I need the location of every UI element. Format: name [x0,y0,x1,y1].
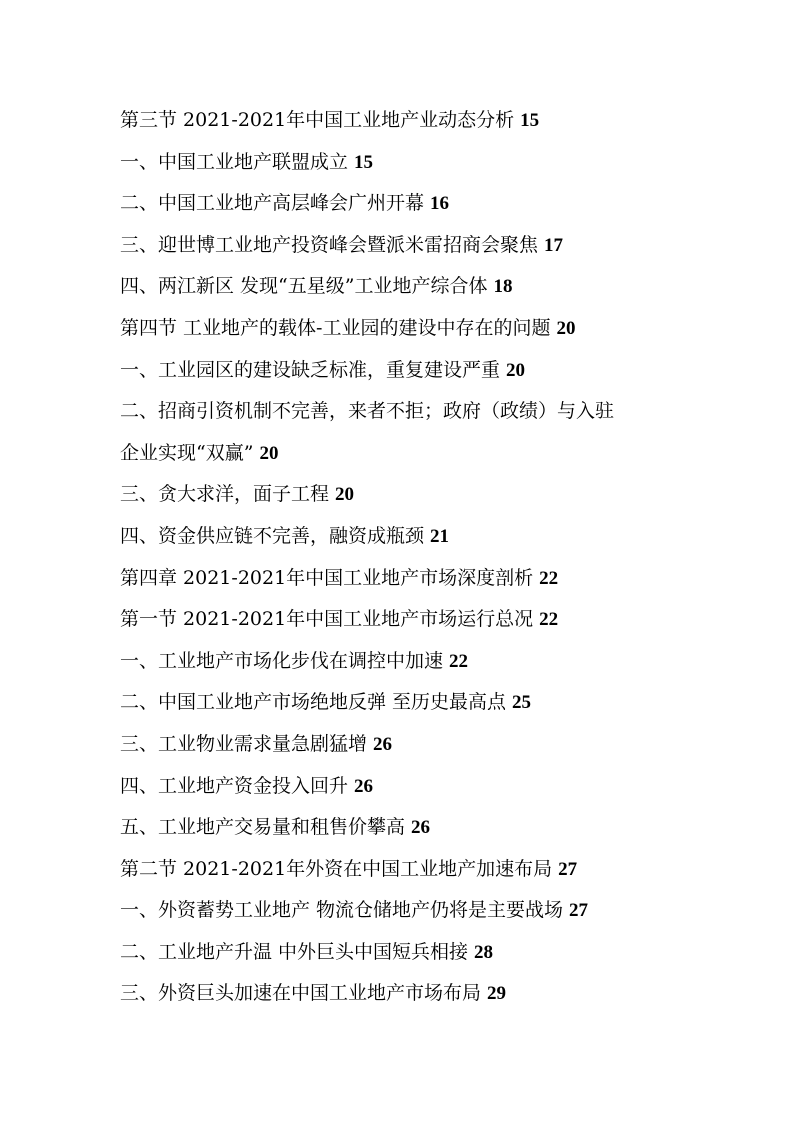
toc-page-number: 20 [506,359,526,381]
toc-entry-text: 第四章 2021-2021年中国工业地产市场深度剖析 [120,566,534,589]
toc-entry-text: 第二节 2021-2021年外资在中国工业地产加速布局 [120,857,553,880]
toc-page-number: 15 [520,110,540,131]
toc-entry-text: 三、迎世博工业地产投资峰会暨派米雷招商会聚焦 [120,233,539,256]
toc-line [120,516,720,558]
toc-entry-text: 三、外资巨头加速在中国工业地产市场布局 [120,982,482,1005]
toc-line [120,641,720,683]
toc-line [120,183,720,225]
toc-entry-text: 四、工业地产资金投入回升 [120,774,349,797]
toc-page-number: 26 [373,733,393,755]
toc-line [120,890,720,932]
toc-page-number: 20 [335,484,355,506]
toc-entry-text: 一、中国工业地产联盟成立 [120,150,349,173]
toc-page-number: 22 [539,609,559,631]
toc-entry-text: 二、工业地产升温 中外巨头中国短兵相接 [120,940,469,963]
toc-page-number: 18 [493,276,513,298]
toc-page-number: 27 [569,900,589,922]
table-of-contents [120,100,720,1015]
toc-line [120,558,720,600]
toc-line [120,350,720,392]
toc-page-number: 29 [487,983,507,1005]
toc-entry-text: 一、工业地产市场化步伐在调控中加速 [120,649,444,672]
toc-page-number: 22 [539,567,559,589]
toc-line [120,599,720,641]
toc-entry-text: 一、工业园区的建设缺乏标准，重复建设严重 [120,358,501,381]
toc-entry-text: 第三节 2021-2021年中国工业地产业动态分析 [120,109,515,131]
toc-line [120,766,720,808]
toc-page-number: 20 [556,317,576,339]
toc-entry-text: 三、工业物业需求量急剧猛增 [120,732,368,755]
toc-line [120,973,720,1015]
toc-page-number: 21 [430,525,450,547]
toc-entry-text: 二、中国工业地产市场绝地反弹 至历史最高点 [120,691,507,714]
toc-page-number: 26 [411,817,431,839]
toc-page-number: 22 [449,650,469,672]
toc-line [120,724,720,766]
toc-page-number: 20 [259,442,279,464]
toc-page-number: 17 [544,234,564,256]
toc-entry-text: 二、中国工业地产高层峰会广州开幕 [120,192,425,215]
toc-entry-text: 一、外资蓄势工业地产 物流仓储地产仍将是主要战场 [120,899,564,922]
toc-line [120,433,720,475]
toc-line [120,100,720,142]
toc-line [120,225,720,267]
toc-line [120,807,720,849]
toc-entry-text: 第一节 2021-2021年中国工业地产市场运行总况 [120,608,534,631]
toc-entry-text: 第四节 工业地产的载体-工业园的建设中存在的问题 [120,316,551,339]
toc-entry-text: 四、资金供应链不完善，融资成瓶颈 [120,524,425,547]
toc-page-number: 28 [474,941,494,963]
toc-page-number: 27 [558,858,578,880]
toc-line [120,391,720,433]
toc-line [120,266,720,308]
toc-line [120,474,720,516]
toc-page-number: 25 [512,692,532,714]
toc-entry-text: 二、招商引资机制不完善，来者不拒；政府（政绩）与入驻 [120,400,615,423]
toc-page-number: 26 [354,775,374,797]
toc-line [120,682,720,724]
toc-entry-text: 四、两江新区 发现“五星级”工业地产综合体 [120,275,488,298]
toc-line [120,849,720,891]
toc-entry-text: 企业实现“双赢” [120,441,254,464]
toc-page-number: 16 [430,193,450,215]
toc-entry-text: 三、贪大求洋，面子工程 [120,483,330,506]
toc-line [120,308,720,350]
toc-page-number: 15 [354,151,374,173]
toc-entry-text: 五、工业地产交易量和租售价攀高 [120,816,406,839]
toc-line [120,932,720,974]
toc-line [120,142,720,184]
